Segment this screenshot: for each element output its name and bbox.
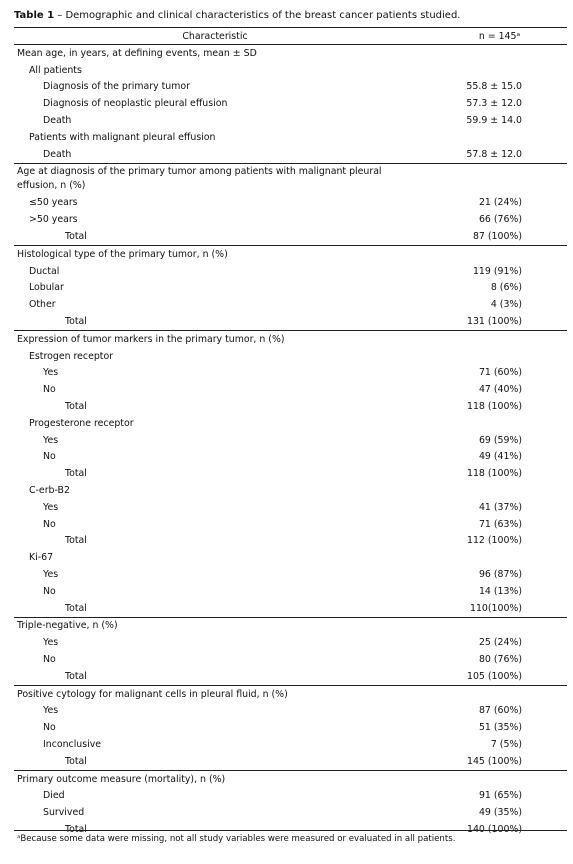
table-row [14,516,567,533]
row-label: Primary outcome measure (mortality), n (%) [14,770,392,787]
table-row [14,753,567,770]
row-label: ≤50 years [29,197,78,209]
table-row [14,583,567,600]
table-row [14,348,567,365]
row-value [392,549,567,566]
table-row [14,736,567,753]
row-value [392,617,567,634]
table-row [14,415,567,432]
table-row [14,228,567,245]
table-row [14,129,567,146]
row-value: 66 (76%) [478,214,522,226]
table-row [14,617,567,634]
row-label: Total [65,231,87,243]
row-label: Total [65,468,87,480]
row-label: Yes [43,705,59,717]
table-row [14,398,567,415]
table-row [14,211,567,228]
table-row [14,685,567,702]
row-value: 140 (100%) [467,823,522,835]
row-label: Inconclusive [43,738,102,750]
row-label: Progesterone receptor [29,417,134,429]
row-value: 25 (24%) [478,637,522,649]
row-value: 49 (35%) [478,807,522,819]
table-row [14,634,567,651]
table-row [14,112,567,129]
row-value: 91 (65%) [478,790,522,802]
row-label: Yes [43,434,59,446]
row-value: 131 (100%) [467,316,522,328]
row-label: Total [65,401,87,413]
row-label: Age at diagnosis of the primary tumor among patients with malignant pleural effusion, n (%) [14,163,392,195]
row-value: 57.3 ± 12.0 [466,98,522,110]
table-row [14,533,567,550]
table-row [14,499,567,516]
row-value: 87 (100%) [472,231,522,243]
table-row [14,330,567,347]
row-label: Died [43,790,65,802]
row-value: 110(100%) [469,602,522,614]
table-row [14,566,567,583]
row-label: No [43,384,56,396]
row-label: Positive cytology for malignant cells in pleural fluid, n (%) [14,685,392,702]
row-label: No [43,585,56,597]
table-row [14,79,567,96]
header-characteristic: Characteristic [14,28,392,45]
row-value: 14 (13%) [478,585,522,597]
table-row [14,804,567,821]
table-row [14,95,567,112]
row-value: 80 (76%) [478,653,522,665]
row-label: Total [65,670,87,682]
row-label: No [43,518,56,530]
table-row [14,482,567,499]
row-value [392,770,567,787]
table-row [14,365,567,382]
table-row [14,465,567,482]
row-value: 71 (60%) [478,367,522,379]
table-row [14,702,567,719]
row-value [392,129,567,146]
table-row [14,449,567,466]
row-label: Yes [43,367,59,379]
table-row [14,600,567,617]
row-value [392,348,567,365]
table-row [14,381,567,398]
table-header-row [14,28,567,45]
row-label: No [43,722,56,734]
table-row [14,719,567,736]
row-label: Estrogen receptor [29,350,114,362]
row-value: 47 (40%) [478,384,522,396]
header-n: n = 145ᵃ [392,28,567,45]
table-row [14,245,567,262]
table-row [14,146,567,163]
row-label: Yes [43,569,59,580]
row-value: 87 (60%) [478,705,522,717]
row-label: Lobular [29,282,64,294]
row-label: Diagnosis of neoplastic pleural effusion [43,98,228,110]
row-value [392,163,567,195]
row-label: Ki-67 [29,552,54,564]
row-label: Expression of tumor markers in the primary tumor, n (%) [14,330,392,347]
row-value: 119 (91%) [472,265,522,277]
row-label: No [43,653,56,665]
row-value: 112 (100%) [467,535,522,547]
footnote-divider [14,830,567,831]
characteristics-table [14,27,567,838]
row-value: 55.8 ± 15.0 [466,81,522,93]
table-row [14,280,567,297]
row-value: 49 (41%) [478,451,522,463]
table-row [14,263,567,280]
table-row [14,549,567,566]
row-value: 145 (100%) [467,755,522,767]
row-label: C-erb-B2 [29,485,70,497]
row-label: Yes [43,637,59,649]
row-label: Total [65,535,87,547]
row-label: Ductal [29,265,60,277]
table-row [14,195,567,212]
row-value [392,415,567,432]
row-value [392,482,567,499]
row-value: 69 (59%) [478,434,522,446]
row-value [392,62,567,79]
row-value: 96 (87%) [478,569,522,580]
table-caption-text: – Demographic and clinical characteristics of the breast cancer patients studied. [54,10,461,21]
row-label: Yes [43,501,59,513]
row-value [392,330,567,347]
table-row [14,163,567,195]
table-label: Table 1 [14,10,55,21]
row-label: Total [65,316,87,328]
table-row [14,651,567,668]
row-value: 8 (6%) [490,282,522,294]
row-label: Survived [43,807,85,819]
row-value [392,245,567,262]
row-value: 59.9 ± 14.0 [466,115,522,127]
row-value: 7 (5%) [490,738,522,750]
table-row [14,787,567,804]
row-label: All patients [29,64,82,76]
table-body [14,45,567,838]
row-value: 105 (100%) [467,670,522,682]
row-label: Triple-negative, n (%) [14,617,392,634]
row-label: Diagnosis of the primary tumor [43,81,190,93]
row-label: Mean age, in years, at defining events, mean ± SD [17,47,257,59]
row-value: 4 (3%) [490,299,522,311]
table-footnote: ᵃBecause some data were missing, not all study variables were measured or evaluated in all patients. [17,834,456,844]
table-row [14,296,567,313]
table-row [14,668,567,685]
row-value [392,45,567,62]
row-value: 41 (37%) [478,501,522,513]
row-value: 21 (24%) [478,197,522,209]
row-value: 57.8 ± 12.0 [466,148,522,160]
row-label: Death [43,115,72,127]
row-label: Total [65,823,87,835]
table-row [14,432,567,449]
row-label: Patients with malignant pleural effusion [29,131,216,143]
row-value: 118 (100%) [467,401,522,413]
row-label: Histological type of the primary tumor, n (%) [14,245,392,262]
row-label: >50 years [29,214,78,226]
table-row [14,45,567,62]
row-value: 51 (35%) [478,722,522,734]
row-label: Death [43,148,72,160]
row-label: No [43,451,56,463]
row-value [392,685,567,702]
row-label: Total [65,602,87,614]
row-value: 118 (100%) [467,468,522,480]
table-caption [14,10,461,21]
row-label: Other [29,299,56,311]
row-value: 71 (63%) [478,518,522,530]
table-row [14,770,567,787]
table-row [14,313,567,330]
row-label: Total [65,755,87,767]
table-row [14,62,567,79]
